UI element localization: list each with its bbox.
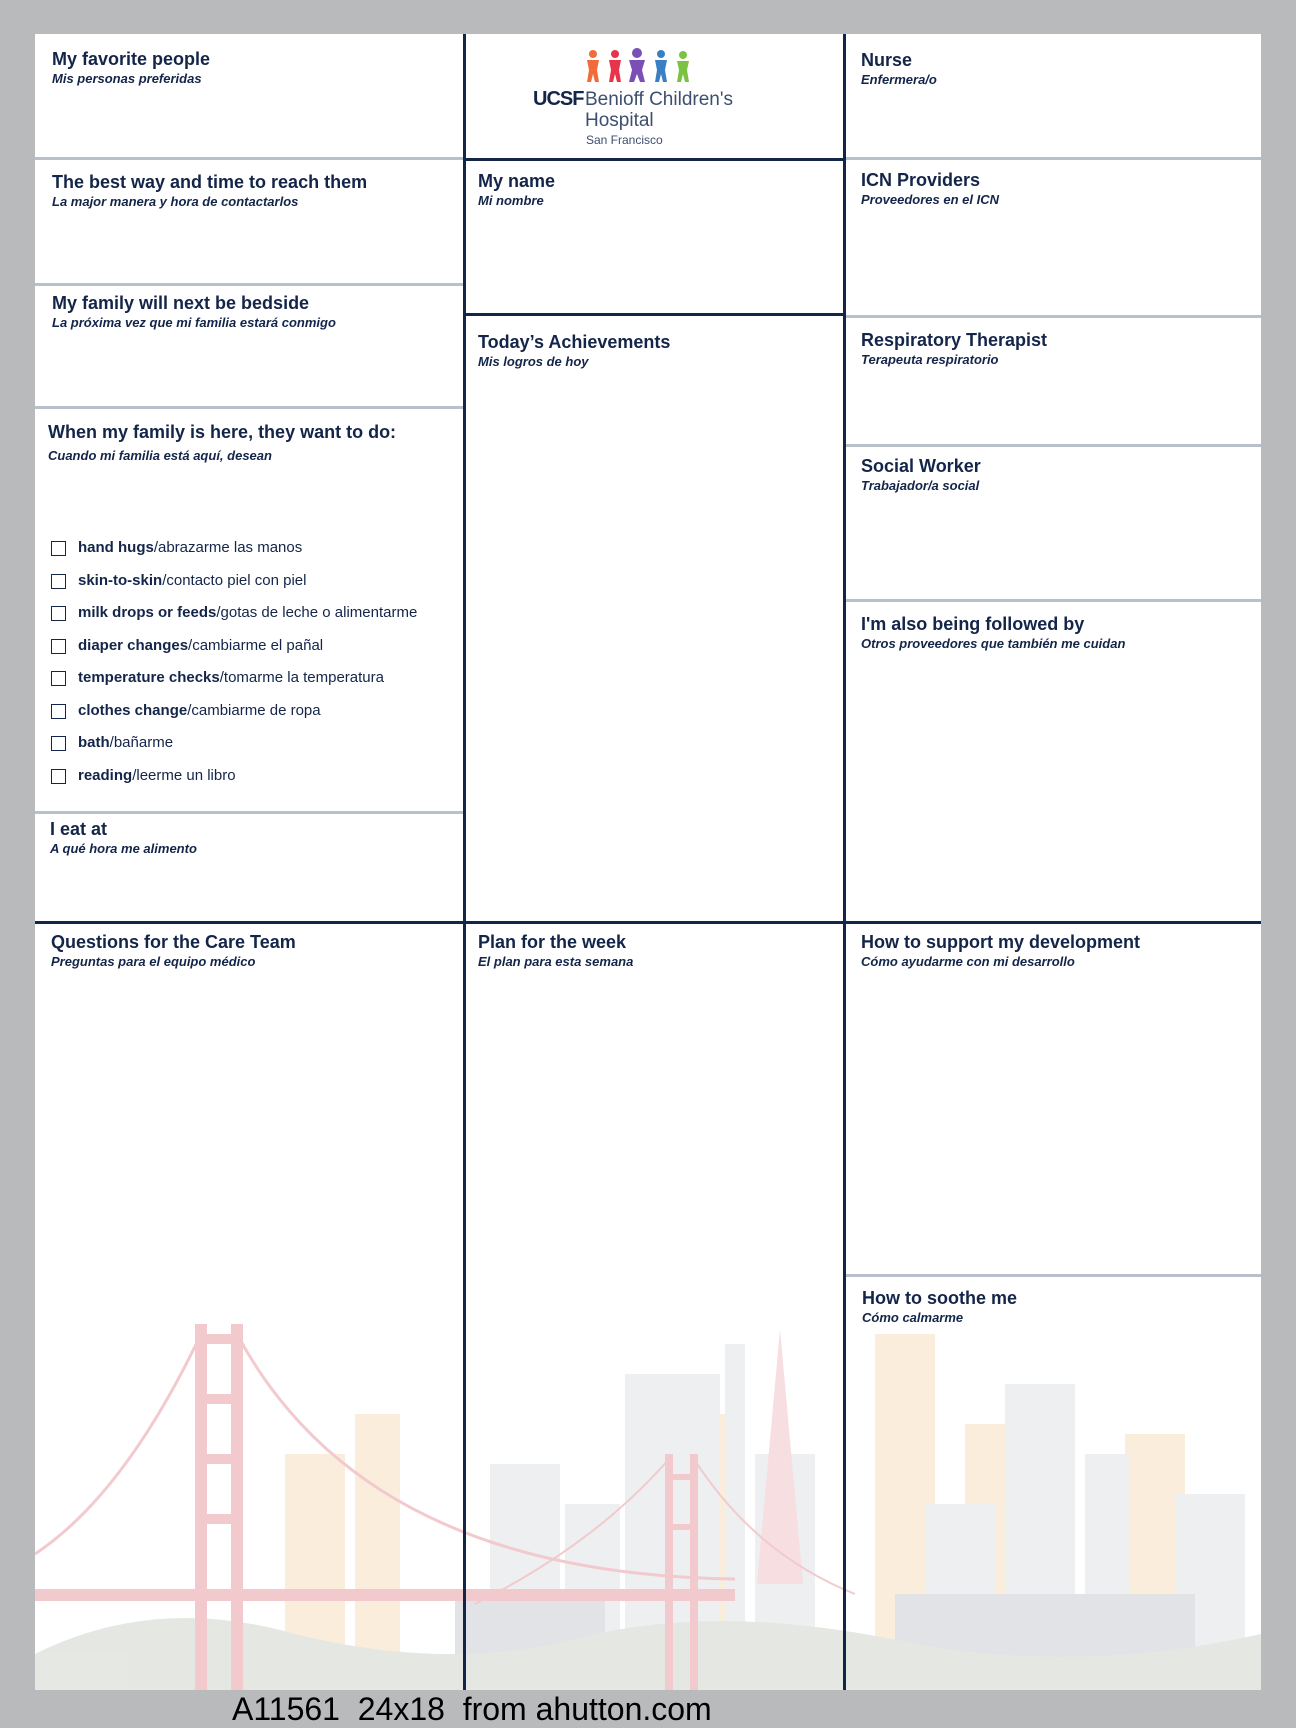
activity-english: hand hugs (78, 539, 154, 556)
section-subtitle: Preguntas para el equipo médico (51, 954, 256, 969)
section-title: My family will next be bedside (52, 293, 310, 313)
separator: / (187, 701, 192, 719)
separator: / (188, 636, 193, 654)
section-subtitle: Mis logros de hoy (478, 354, 589, 369)
section-title: I'm also being followed by (861, 614, 1085, 634)
section-title: I eat at (50, 819, 108, 839)
checkbox[interactable] (51, 736, 66, 751)
separator: / (109, 734, 114, 751)
social-worker-section (861, 455, 981, 494)
section-subtitle: Cómo ayudarme con mi desarrollo (861, 954, 1075, 969)
family-wants-section (48, 421, 396, 464)
separator: / (132, 766, 137, 784)
section-subtitle: Cuando mi familia está aquí, desean (48, 448, 272, 463)
nurse-section (861, 49, 937, 88)
section-subtitle: Trabajador/a social (861, 478, 980, 493)
activity-english: skin-to-skin (78, 571, 163, 589)
activity-english: temperature checks (78, 669, 220, 686)
activity-spanish: abrazarme las manos (158, 539, 303, 556)
separator: / (162, 571, 167, 589)
plan-week-section (478, 931, 633, 970)
separator: / (216, 604, 221, 621)
checkbox[interactable] (51, 639, 66, 654)
activity-spanish: cambiarme de ropa (191, 701, 321, 719)
checklist-item[interactable] (51, 637, 417, 670)
checklist-item[interactable] (51, 669, 417, 702)
section-title: The best way and time to reach them (52, 172, 368, 192)
section-title: When my family is here, they want to do: (48, 422, 397, 442)
hospital-name-line1: Benioff Children's (585, 89, 733, 110)
development-section (861, 931, 1140, 970)
whiteboard (35, 34, 1261, 1690)
activity-spanish: tomarme la temperatura (223, 669, 384, 686)
section-title: My name (478, 171, 556, 191)
checkbox[interactable] (51, 541, 66, 556)
section-subtitle: La próxima vez que mi familia estará conmigo (52, 315, 336, 330)
hospital-city: San Francisco (586, 133, 663, 147)
activity-spanish: bañarme (113, 734, 174, 751)
also-followed-section (861, 613, 1125, 652)
section-title: Plan for the week (478, 932, 627, 952)
ucsf-benioff-logo (533, 48, 773, 158)
section-subtitle: El plan para esta semana (478, 954, 634, 969)
hospital-name (585, 89, 733, 131)
checkbox[interactable] (51, 574, 66, 589)
section-title: ICN Providers (861, 170, 981, 190)
activity-english: reading (78, 766, 133, 784)
section-subtitle: Proveedores en el ICN (861, 192, 999, 207)
section-title: Questions for the Care Team (51, 932, 296, 952)
checkbox[interactable] (51, 606, 66, 621)
achievements-section (478, 331, 670, 370)
activity-english: milk drops or feeds (78, 604, 217, 621)
section-subtitle: Mis personas preferidas (52, 71, 202, 86)
icn-providers-section (861, 169, 999, 208)
soothe-section (862, 1287, 1017, 1326)
activity-english: diaper changes (78, 636, 189, 654)
section-title: Respiratory Therapist (861, 330, 1048, 350)
section-subtitle: Mi nombre (478, 193, 544, 208)
activity-spanish: cambiarme el pañal (192, 636, 324, 654)
section-title: How to soothe me (862, 1288, 1018, 1308)
checklist-item[interactable] (51, 539, 417, 572)
ucsf-logo-mark: UCSF (533, 88, 584, 110)
family-bedside-section (52, 292, 336, 331)
activity-spanish: leerme un libro (136, 766, 236, 784)
checkbox[interactable] (51, 671, 66, 686)
section-title: Social Worker (861, 456, 981, 476)
activity-english: clothes change (78, 701, 188, 719)
section-title: Nurse (861, 50, 913, 70)
section-title: My favorite people (52, 49, 211, 69)
activity-spanish: gotas de leche o alimentarme (220, 604, 418, 621)
family-activities-checklist (51, 539, 417, 799)
section-title: How to support my development (861, 932, 1141, 952)
checklist-item[interactable] (51, 767, 417, 800)
checkbox[interactable] (51, 704, 66, 719)
checklist-item[interactable] (51, 572, 417, 605)
respiratory-therapist-section (861, 329, 1047, 368)
my-name-section (478, 170, 555, 209)
checklist-item[interactable] (51, 702, 417, 735)
section-subtitle: A qué hora me alimento (50, 841, 197, 856)
questions-section (51, 931, 296, 970)
checkbox[interactable] (51, 769, 66, 784)
section-subtitle: Enfermera/o (861, 72, 937, 87)
i-eat-at-section (50, 818, 197, 857)
section-title: Today’s Achievements (478, 332, 671, 352)
favorite-people-section (52, 48, 210, 87)
children-figures-icon (585, 48, 705, 84)
checklist-item[interactable] (51, 604, 417, 637)
section-subtitle: Cómo calmarme (862, 1310, 964, 1325)
product-code-footer: A11561 24x18 from ahutton.com (232, 1691, 712, 1727)
activity-english: bath (78, 734, 110, 751)
checklist-item[interactable] (51, 734, 417, 767)
separator: / (153, 539, 158, 556)
section-subtitle: Terapeuta respiratorio (861, 352, 999, 367)
section-subtitle: Otros proveedores que también me cuidan (861, 636, 1126, 651)
reach-them-section (52, 171, 367, 210)
section-subtitle: La major manera y hora de contactarlos (52, 194, 299, 209)
activity-spanish: contacto piel con piel (166, 571, 307, 589)
separator: / (219, 669, 224, 686)
hospital-name-line2: Hospital (585, 110, 654, 131)
